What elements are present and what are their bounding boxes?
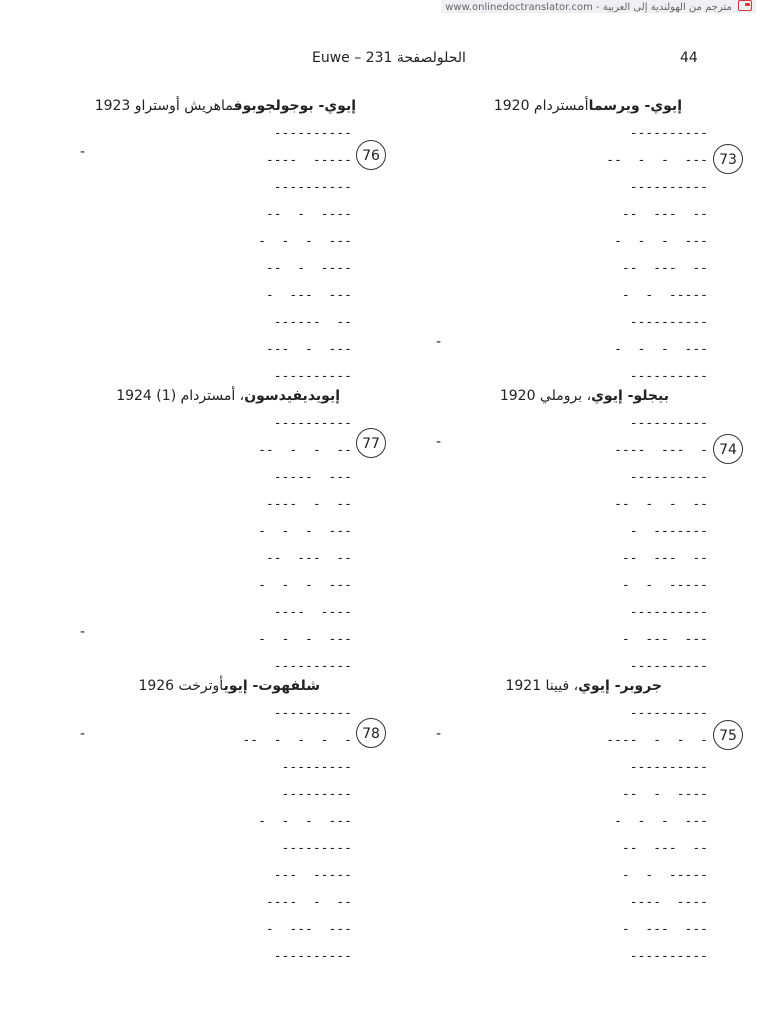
- board-row: ----------: [629, 470, 708, 485]
- game-event: ، أمستردام (1) 1924: [116, 388, 245, 404]
- board-row: --- -----: [273, 868, 352, 883]
- side-dash-mark: -: [436, 434, 442, 450]
- board-row: - - - ---: [258, 814, 352, 829]
- board-row: ----------: [629, 760, 708, 775]
- game-diagram-74: [588, 410, 708, 680]
- board-row: ---------: [281, 760, 352, 775]
- board-row: - --- ---: [265, 288, 352, 303]
- side-dash-mark: -: [436, 334, 442, 350]
- game-players: إيوي- بوجولجوبوف: [233, 98, 356, 114]
- game-number-75: 75: [713, 720, 743, 750]
- page-number: 44: [680, 50, 698, 66]
- game-number-77: 77: [356, 428, 386, 458]
- game-diagram-76: [232, 120, 352, 390]
- game-event: أوترخت 1926: [138, 678, 224, 694]
- board-row: -- --- --: [265, 551, 352, 566]
- board-row: - - -----: [621, 578, 708, 593]
- board-row: ----------: [629, 416, 708, 431]
- board-row: - - - ---: [258, 524, 352, 539]
- board-row: ----------: [273, 706, 352, 721]
- game-players: بيجلو- إيوي: [591, 388, 669, 404]
- board-row: ----------: [629, 126, 708, 141]
- board-row: - - - ---: [614, 342, 708, 357]
- banner-text: www.onlinedoctranslator.com - مترجم من الهولندية إلى العربية: [445, 2, 732, 13]
- game-event: أمستردام 1920: [493, 98, 589, 114]
- board-row: ---------: [281, 841, 352, 856]
- game-players: إيويديفيدسون: [244, 388, 340, 404]
- game-diagram-73: [588, 120, 708, 390]
- board-row: -- - - --: [614, 497, 708, 512]
- game-title-77: [116, 388, 340, 404]
- board-row: -- - - - -: [242, 733, 352, 748]
- board-row: ----------: [629, 706, 708, 721]
- board-row: -- - ----: [621, 787, 708, 802]
- board-row: ---- - --: [265, 895, 352, 910]
- game-players: جروبر- إيوي: [578, 678, 662, 694]
- game-number-78: 78: [356, 718, 386, 748]
- board-row: ---- - - -: [606, 733, 708, 748]
- board-row: --- - ---: [265, 342, 352, 357]
- game-diagram-78: [232, 700, 352, 970]
- translator-logo-icon: [738, 0, 752, 11]
- board-row: ----------: [273, 369, 352, 384]
- side-dash-mark: -: [436, 726, 442, 742]
- game-players: شلفهوت- إيوي: [223, 678, 320, 694]
- board-row: ---- --- -: [614, 443, 708, 458]
- game-title-75: [505, 678, 662, 694]
- board-row: - - - ---: [258, 234, 352, 249]
- board-row: ----------: [629, 949, 708, 964]
- game-diagram-75: [588, 700, 708, 970]
- board-row: - --- ---: [621, 922, 708, 937]
- board-row: ----------: [273, 416, 352, 431]
- board-row: ----------: [273, 180, 352, 195]
- game-title-74: [500, 388, 669, 404]
- game-number-76: 76: [356, 140, 386, 170]
- board-row: -- - - ---: [606, 153, 708, 168]
- page-title: Euwe – 231 الحلولصفحة: [312, 50, 466, 66]
- board-row: ----------: [273, 949, 352, 964]
- board-row: ---------: [281, 787, 352, 802]
- board-row: -- - ----: [265, 261, 352, 276]
- board-row: -- - - --: [258, 443, 352, 458]
- side-dash-mark: -: [80, 726, 86, 742]
- board-row: ---- ----: [629, 895, 708, 910]
- board-row: ---- -----: [265, 153, 352, 168]
- game-players: إيوي- ويرسما: [588, 98, 682, 114]
- game-number-73: 73: [713, 144, 743, 174]
- board-row: ----------: [629, 605, 708, 620]
- game-event: ، بروملي 1920: [499, 388, 592, 404]
- board-row: - - - ---: [258, 632, 352, 647]
- game-title-73: [494, 98, 682, 114]
- game-title-76: [95, 98, 356, 114]
- board-row: -- --- --: [621, 207, 708, 222]
- board-row: ---- ----: [273, 605, 352, 620]
- board-row: ----------: [629, 315, 708, 330]
- translator-banner[interactable]: [441, 0, 756, 13]
- board-row: - - -----: [621, 868, 708, 883]
- board-row: ----- ---: [273, 470, 352, 485]
- board-row: ------ --: [273, 315, 352, 330]
- board-row: - --- ---: [265, 922, 352, 937]
- board-row: - - - ---: [614, 814, 708, 829]
- board-row: - - - ---: [258, 578, 352, 593]
- board-row: - --- ---: [621, 632, 708, 647]
- side-dash-mark: -: [80, 144, 86, 160]
- board-row: ----------: [629, 659, 708, 674]
- board-row: -- --- --: [621, 551, 708, 566]
- board-row: ----------: [273, 659, 352, 674]
- game-event: ، فيينا 1921: [505, 678, 579, 694]
- board-row: -- --- --: [621, 841, 708, 856]
- board-row: - -------: [629, 524, 708, 539]
- board-row: - - -----: [621, 288, 708, 303]
- side-dash-mark: -: [80, 624, 86, 640]
- board-row: ----------: [629, 369, 708, 384]
- board-row: ----------: [629, 180, 708, 195]
- game-number-74: 74: [713, 434, 743, 464]
- board-row: ---- - --: [265, 497, 352, 512]
- board-row: - - - ---: [614, 234, 708, 249]
- game-event: ماهريش أوسترا‌و 1923: [94, 98, 234, 114]
- board-row: -- --- --: [621, 261, 708, 276]
- board-row: -- - ----: [265, 207, 352, 222]
- game-title-78: [138, 678, 320, 694]
- game-diagram-77: [232, 410, 352, 680]
- board-row: ----------: [273, 126, 352, 141]
